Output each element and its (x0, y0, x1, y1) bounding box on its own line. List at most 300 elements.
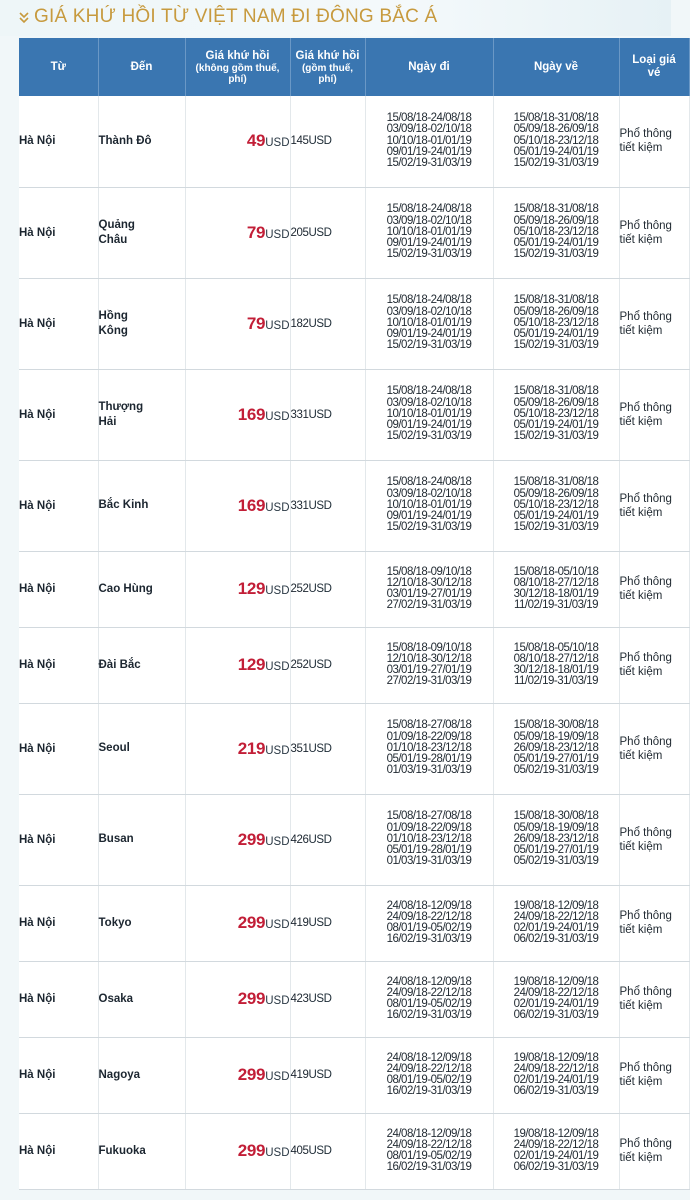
depart-date-range: 09/01/19-24/01/19 (386, 237, 472, 250)
depart-date-range: 03/09/18-02/10/18 (386, 396, 472, 409)
fare-type-line: tiết kiệm (619, 666, 663, 678)
table-row (19, 1113, 689, 1189)
origin-cell: Hà Nội (19, 96, 98, 187)
return-date-range: 05/09/18-26/09/18 (513, 305, 599, 318)
depart-date-range: 01/09/18-22/09/18 (386, 730, 472, 743)
depart-date-range: 10/10/18-01/01/19 (386, 498, 472, 511)
fare-type-line: Phổ thông (619, 910, 672, 922)
table-row (19, 703, 689, 794)
return-dates-cell (493, 703, 619, 794)
table-row (19, 961, 689, 1037)
depart-date-range: 24/09/18-22/12/18 (386, 1138, 472, 1151)
fare-type-cell (619, 794, 689, 885)
origin-cell: Hà Nội (19, 961, 98, 1037)
fare-type-line: Phổ thông (619, 219, 672, 232)
destination-line: Châu (98, 233, 128, 246)
price-excl-currency: USD (265, 137, 290, 150)
return-date-range: 30/12/18-18/01/19 (513, 664, 599, 676)
table-row (19, 369, 689, 460)
depart-date-range: 03/01/19-27/01/19 (386, 588, 472, 600)
price-excl-value: 299 (237, 1141, 266, 1160)
return-date-range: 15/08/18-05/10/18 (513, 565, 599, 578)
depart-dates-cell (365, 961, 493, 1037)
depart-date-range: 09/01/19-24/01/19 (386, 419, 472, 432)
fare-type-line: tiết kiệm (619, 924, 663, 936)
table-row (19, 187, 689, 278)
price-incl-tax-cell (290, 794, 365, 885)
depart-date-range: 24/08/18-12/09/18 (386, 1051, 472, 1064)
depart-date-range: 10/10/18-01/01/19 (386, 407, 472, 420)
fare-type-line: Phổ thông (619, 492, 672, 505)
depart-date-range: 16/02/19-31/03/19 (386, 1161, 472, 1174)
origin-cell: Hà Nội (19, 278, 98, 369)
return-date-range: 05/01/19-24/01/19 (513, 328, 599, 341)
depart-date-range: 08/01/19-05/02/19 (386, 1150, 472, 1162)
price-incl-currency: USD (308, 317, 332, 330)
depart-date-range: 03/01/19-27/01/19 (386, 664, 472, 676)
fare-type-cell (619, 187, 689, 278)
price-excl-value: 79 (246, 222, 266, 242)
return-dates-cell (493, 369, 619, 460)
header-price-excl-tax (185, 38, 290, 96)
price-excl-value: 299 (237, 989, 266, 1008)
depart-date-range: 24/09/18-22/12/18 (386, 986, 472, 999)
destination-line: Cao Hùng (98, 582, 153, 595)
price-excl-currency: USD (265, 744, 290, 757)
price-excl-currency: USD (265, 319, 290, 332)
origin-cell: Hà Nội (19, 885, 98, 961)
destination-line: Quảng (98, 218, 135, 231)
depart-dates-cell (365, 96, 493, 187)
return-date-range: 05/02/19-31/03/19 (513, 855, 599, 868)
header-price-excl-line2: (không gồm thuế, phí) (195, 62, 280, 85)
fare-table (19, 38, 690, 1190)
fare-type-line: tiết kiệm (619, 840, 663, 853)
price-incl-currency: USD (308, 742, 332, 755)
return-date-range: 19/08/18-12/09/18 (513, 1051, 599, 1064)
depart-date-range: 01/09/18-22/09/18 (386, 821, 472, 834)
depart-date-range: 15/02/19-31/03/19 (386, 521, 472, 534)
depart-date-range: 09/01/19-24/01/19 (386, 145, 472, 158)
price-incl-value: 182 (290, 317, 309, 330)
depart-dates-cell (365, 1113, 493, 1189)
depart-dates-cell (365, 369, 493, 460)
fare-table-body (19, 96, 689, 1189)
fare-type-line: Phổ thông (619, 576, 672, 588)
depart-date-range: 24/09/18-22/12/18 (386, 910, 472, 923)
return-date-range: 05/10/18-23/12/18 (513, 225, 599, 238)
depart-date-range: 01/10/18-23/12/18 (386, 832, 472, 845)
price-excl-tax-cell (185, 703, 290, 794)
header-fare-type (619, 38, 689, 96)
depart-dates-cell (365, 627, 493, 703)
price-incl-value: 423 (290, 993, 309, 1005)
price-incl-tax-cell (290, 551, 365, 627)
return-date-range: 05/10/18-23/12/18 (513, 498, 599, 511)
price-incl-value: 252 (290, 659, 309, 671)
return-date-range: 05/09/18-19/09/18 (513, 821, 599, 834)
table-row (19, 551, 689, 627)
return-date-range: 19/08/18-12/09/18 (513, 975, 599, 988)
depart-date-range: 16/02/19-31/03/19 (386, 1085, 472, 1098)
return-date-range: 15/08/18-31/08/18 (513, 385, 599, 398)
double-chevron-down-icon (18, 10, 30, 24)
fare-type-line: tiết kiệm (619, 506, 663, 519)
return-date-range: 15/02/19-31/03/19 (513, 248, 599, 261)
destination-line: Bắc Kinh (98, 499, 149, 511)
price-excl-currency: USD (265, 835, 290, 848)
depart-date-range: 15/08/18-27/08/18 (386, 719, 472, 732)
fare-type-line: Phổ thông (619, 1138, 672, 1150)
depart-date-range: 12/10/18-30/12/18 (386, 576, 472, 589)
price-incl-tax-cell (290, 369, 365, 460)
return-dates-cell (493, 460, 619, 551)
depart-date-range: 05/01/19-28/01/19 (386, 753, 472, 766)
destination-line: Fukuoka (98, 1144, 146, 1157)
header-return-date: Ngày về (493, 38, 619, 96)
depart-date-range: 15/08/18-24/08/18 (386, 385, 472, 398)
return-date-range: 15/02/19-31/03/19 (513, 157, 599, 170)
fare-type-cell (619, 278, 689, 369)
return-date-range: 24/09/18-22/12/18 (513, 1138, 599, 1151)
header-depart-date: Ngày đi (365, 38, 493, 96)
origin-cell: Hà Nội (19, 369, 98, 460)
return-date-range: 05/02/19-31/03/19 (513, 764, 599, 777)
return-date-range: 11/02/19-31/03/19 (513, 599, 598, 612)
price-incl-value: 405 (290, 1145, 309, 1157)
price-incl-currency: USD (308, 226, 332, 239)
price-excl-currency: USD (265, 228, 290, 241)
price-excl-tax-cell (185, 278, 290, 369)
table-header-row (19, 38, 689, 96)
return-date-range: 05/01/19-27/01/19 (513, 844, 599, 857)
price-excl-tax-cell (185, 885, 290, 961)
fare-type-line: Phổ thông (619, 310, 672, 323)
return-dates-cell (493, 278, 619, 369)
price-incl-tax-cell (290, 961, 365, 1037)
fare-type-line: tiết kiệm (619, 233, 663, 246)
price-excl-currency: USD (265, 501, 290, 514)
price-incl-currency: USD (308, 499, 332, 512)
return-dates-cell (493, 885, 619, 961)
return-date-range: 02/01/19-24/01/19 (513, 998, 599, 1010)
table-row (19, 460, 689, 551)
return-date-range: 11/02/19-31/03/19 (513, 675, 598, 688)
depart-date-range: 03/09/18-02/10/18 (386, 487, 472, 500)
destination-cell (98, 885, 185, 961)
depart-dates-cell (365, 278, 493, 369)
depart-date-range: 24/08/18-12/09/18 (386, 899, 472, 912)
return-date-range: 05/01/19-24/01/19 (513, 419, 599, 432)
price-incl-currency: USD (308, 583, 332, 595)
price-excl-value: 169 (237, 495, 266, 515)
price-incl-currency: USD (308, 917, 332, 929)
return-date-range: 08/10/18-27/12/18 (513, 576, 599, 589)
depart-date-range: 24/09/18-22/12/18 (386, 1062, 472, 1075)
depart-date-range: 03/09/18-02/10/18 (386, 214, 472, 227)
return-date-range: 05/10/18-23/12/18 (513, 316, 599, 329)
depart-date-range: 16/02/19-31/03/19 (386, 1009, 472, 1022)
table-row (19, 1037, 689, 1113)
price-incl-tax-cell (290, 1037, 365, 1113)
table-row (19, 627, 689, 703)
destination-cell (98, 794, 185, 885)
depart-date-range: 12/10/18-30/12/18 (386, 652, 472, 665)
return-date-range: 30/12/18-18/01/19 (513, 588, 599, 600)
depart-date-range: 09/01/19-24/01/19 (386, 510, 472, 523)
price-excl-tax-cell (185, 627, 290, 703)
header-price-incl-line1: Giá khứ hồi (295, 49, 360, 62)
return-date-range: 05/01/19-24/01/19 (513, 510, 599, 523)
fare-type-line: Phổ thông (619, 401, 672, 414)
price-excl-tax-cell (185, 794, 290, 885)
return-date-range: 15/02/19-31/03/19 (513, 521, 599, 534)
price-incl-tax-cell (290, 627, 365, 703)
header-price-excl-line1: Giá khứ hồi (205, 49, 270, 62)
return-date-range: 24/09/18-22/12/18 (513, 1062, 599, 1075)
depart-date-range: 05/01/19-28/01/19 (386, 844, 472, 857)
price-incl-tax-cell (290, 1113, 365, 1189)
return-dates-cell (493, 1037, 619, 1113)
price-incl-currency: USD (308, 833, 332, 846)
depart-dates-cell (365, 885, 493, 961)
return-date-range: 06/02/19-31/03/19 (513, 1161, 599, 1174)
return-date-range: 02/01/19-24/01/19 (513, 1074, 599, 1086)
fare-type-cell (619, 460, 689, 551)
price-excl-tax-cell (185, 1037, 290, 1113)
price-incl-value: 331 (290, 408, 309, 421)
depart-date-range: 10/10/18-01/01/19 (386, 225, 472, 238)
fare-type-line: Phổ thông (619, 1062, 672, 1074)
fare-type-line: tiết kiệm (619, 415, 663, 428)
return-date-range: 05/09/18-26/09/18 (513, 123, 599, 136)
return-date-range: 05/01/19-24/01/19 (513, 145, 599, 158)
return-date-range: 15/08/18-31/08/18 (513, 112, 599, 125)
origin-cell: Hà Nội (19, 1037, 98, 1113)
return-date-range: 05/10/18-23/12/18 (513, 134, 599, 147)
return-date-range: 05/10/18-23/12/18 (513, 407, 599, 420)
price-incl-value: 252 (290, 583, 309, 595)
price-incl-currency: USD (308, 1145, 332, 1157)
return-date-range: 19/08/18-12/09/18 (513, 899, 599, 912)
price-incl-currency: USD (308, 993, 332, 1005)
price-excl-value: 299 (237, 1065, 266, 1084)
price-excl-currency: USD (265, 995, 290, 1007)
destination-cell (98, 96, 185, 187)
return-dates-cell (493, 96, 619, 187)
table-row (19, 278, 689, 369)
destination-line: Hồng (98, 309, 128, 322)
return-date-range: 15/08/18-30/08/18 (513, 719, 599, 732)
return-dates-cell (493, 627, 619, 703)
fare-type-line: tiết kiệm (619, 1152, 663, 1164)
origin-cell: Hà Nội (19, 1113, 98, 1189)
table-row (19, 96, 689, 187)
destination-cell (98, 187, 185, 278)
origin-cell: Hà Nội (19, 187, 98, 278)
return-date-range: 15/08/18-31/08/18 (513, 476, 599, 489)
return-date-range: 05/01/19-24/01/19 (513, 237, 599, 250)
return-dates-cell (493, 961, 619, 1037)
origin-cell: Hà Nội (19, 551, 98, 627)
return-date-range: 19/08/18-12/09/18 (513, 1127, 599, 1140)
return-dates-cell (493, 551, 619, 627)
destination-cell (98, 703, 185, 794)
price-excl-value: 299 (237, 913, 266, 932)
price-excl-value: 79 (246, 313, 266, 333)
depart-date-range: 15/08/18-24/08/18 (386, 203, 472, 216)
depart-date-range: 09/01/19-24/01/19 (386, 328, 472, 341)
price-excl-currency: USD (265, 661, 290, 673)
destination-line: Thượng (98, 400, 144, 413)
fare-type-line: Phổ thông (619, 652, 672, 664)
depart-date-range: 27/02/19-31/03/19 (386, 675, 472, 688)
price-incl-value: 145 (290, 135, 309, 148)
fare-type-line: tiết kiệm (619, 142, 663, 155)
depart-date-range: 01/03/19-31/03/19 (386, 855, 472, 868)
return-date-range: 08/10/18-27/12/18 (513, 652, 599, 665)
section-title: GIÁ KHỨ HỒI TỪ VIỆT NAM ĐI ĐÔNG BẮC Á (34, 6, 438, 27)
price-excl-tax-cell (185, 551, 290, 627)
price-excl-tax-cell (185, 1113, 290, 1189)
depart-date-range: 15/08/18-24/08/18 (386, 476, 472, 489)
depart-dates-cell (365, 551, 493, 627)
return-date-range: 26/09/18-23/12/18 (513, 832, 599, 845)
destination-cell (98, 1113, 185, 1189)
fare-type-line: tiết kiệm (619, 324, 663, 337)
header-from: Từ (19, 38, 98, 96)
return-date-range: 06/02/19-31/03/19 (513, 1009, 599, 1022)
destination-cell (98, 961, 185, 1037)
price-incl-tax-cell (290, 278, 365, 369)
return-date-range: 24/09/18-22/12/18 (513, 910, 599, 923)
return-date-range: 05/09/18-26/09/18 (513, 214, 599, 227)
depart-date-range: 15/02/19-31/03/19 (386, 157, 472, 170)
return-dates-cell (493, 1113, 619, 1189)
depart-date-range: 15/08/18-24/08/18 (386, 112, 472, 125)
depart-date-range: 15/08/18-27/08/18 (386, 810, 472, 823)
depart-date-range: 15/08/18-09/10/18 (386, 641, 472, 654)
header-price-incl-line2: (gồm thuế, phí) (301, 62, 354, 85)
depart-dates-cell (365, 460, 493, 551)
price-incl-currency: USD (308, 135, 332, 148)
fare-type-cell (619, 369, 689, 460)
return-date-range: 24/09/18-22/12/18 (513, 986, 599, 999)
destination-line: Busan (98, 833, 134, 845)
return-dates-cell (493, 187, 619, 278)
fare-type-line: Phổ thông (619, 986, 672, 998)
fare-type-cell (619, 96, 689, 187)
return-date-range: 05/01/19-27/01/19 (513, 753, 599, 766)
depart-dates-cell (365, 703, 493, 794)
price-excl-currency: USD (265, 1147, 290, 1159)
price-incl-tax-cell (290, 460, 365, 551)
header-price-incl-tax (290, 38, 365, 96)
fare-type-cell (619, 961, 689, 1037)
return-date-range: 06/02/19-31/03/19 (513, 1085, 599, 1098)
return-date-range: 15/08/18-05/10/18 (513, 641, 599, 654)
destination-cell (98, 460, 185, 551)
destination-line: Kông (98, 324, 128, 337)
price-excl-value: 129 (237, 655, 266, 674)
return-date-range: 15/08/18-30/08/18 (513, 810, 599, 823)
depart-date-range: 08/01/19-05/02/19 (386, 922, 472, 934)
return-date-range: 02/01/19-24/01/19 (513, 1150, 599, 1162)
origin-cell: Hà Nội (19, 627, 98, 703)
price-excl-currency: USD (265, 1071, 290, 1083)
return-date-range: 02/01/19-24/01/19 (513, 922, 599, 934)
price-excl-tax-cell (185, 187, 290, 278)
fare-type-line: tiết kiệm (619, 590, 663, 602)
depart-dates-cell (365, 794, 493, 885)
header-to: Đến (98, 38, 185, 96)
destination-line: Thành Đô (98, 134, 152, 147)
depart-date-range: 01/03/19-31/03/19 (386, 764, 472, 777)
return-date-range: 15/02/19-31/03/19 (513, 339, 599, 352)
depart-date-range: 03/09/18-02/10/18 (386, 123, 472, 136)
price-incl-tax-cell (290, 885, 365, 961)
destination-cell (98, 278, 185, 369)
fare-type-cell (619, 885, 689, 961)
price-incl-value: 205 (290, 226, 309, 239)
depart-date-range: 10/10/18-01/01/19 (386, 316, 472, 329)
fare-type-line: tiết kiệm (619, 749, 663, 762)
depart-date-range: 10/10/18-01/01/19 (386, 134, 472, 147)
return-date-range: 26/09/18-23/12/18 (513, 741, 599, 754)
price-excl-tax-cell (185, 96, 290, 187)
destination-cell (98, 627, 185, 703)
destination-line: Osaka (98, 992, 134, 1005)
price-excl-value: 299 (237, 829, 266, 849)
return-date-range: 05/09/18-26/09/18 (513, 487, 599, 500)
fare-type-line: Phổ thông (619, 128, 672, 141)
table-row (19, 794, 689, 885)
depart-date-range: 15/08/18-09/10/18 (386, 565, 472, 578)
depart-date-range: 15/02/19-31/03/19 (386, 339, 472, 352)
price-excl-value: 129 (237, 579, 266, 598)
origin-cell: Hà Nội (19, 794, 98, 885)
price-incl-currency: USD (308, 1069, 332, 1081)
price-incl-value: 419 (290, 1069, 309, 1081)
header-fare-type-line1: Loại giá (632, 54, 676, 66)
price-excl-currency: USD (265, 410, 290, 423)
price-excl-currency: USD (265, 919, 290, 931)
return-date-range: 06/02/19-31/03/19 (513, 933, 599, 946)
depart-dates-cell (365, 1037, 493, 1113)
return-date-range: 05/09/18-19/09/18 (513, 730, 599, 743)
price-incl-value: 351 (290, 742, 309, 755)
price-incl-tax-cell (290, 187, 365, 278)
table-row (19, 885, 689, 961)
header-fare-type-line2: vé (647, 67, 661, 79)
price-incl-value: 331 (290, 499, 309, 512)
destination-cell (98, 369, 185, 460)
destination-line: Hải (98, 415, 117, 428)
price-excl-tax-cell (185, 369, 290, 460)
price-incl-currency: USD (308, 659, 332, 671)
price-incl-value: 426 (290, 833, 309, 846)
origin-cell: Hà Nội (19, 460, 98, 551)
return-date-range: 15/08/18-31/08/18 (513, 294, 599, 307)
fare-type-line: Phổ thông (619, 826, 672, 839)
price-incl-value: 419 (290, 917, 309, 929)
depart-date-range: 08/01/19-05/02/19 (386, 1074, 472, 1086)
price-excl-tax-cell (185, 961, 290, 1037)
price-excl-value: 219 (237, 738, 266, 758)
fare-type-cell (619, 627, 689, 703)
section-title-bar (0, 0, 671, 36)
depart-date-range: 24/08/18-12/09/18 (386, 1127, 472, 1140)
